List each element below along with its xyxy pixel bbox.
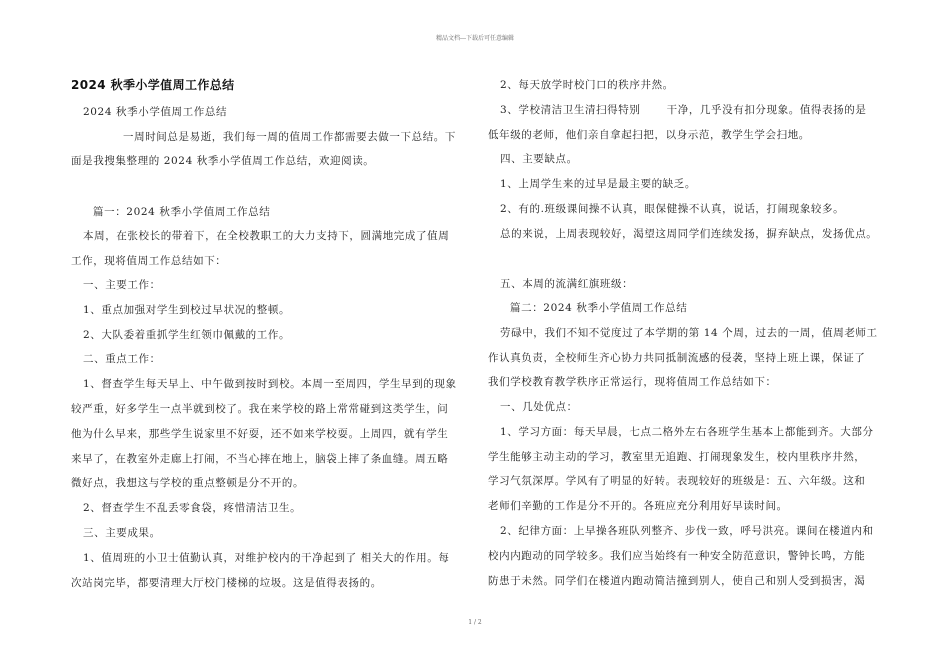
paragraph-line: 面是我搜集整理的 2024 秋季小学值周工作总结，欢迎阅读。	[71, 155, 375, 167]
paragraph-line: 1、学习方面：每天早晨，七点二格外左右各班学生基本上都能到齐。大部分	[500, 426, 874, 438]
paragraph-line: 较严重，好多学生一点半就到校了。我在来学校的路上常常碰到这类学生，问	[71, 403, 449, 415]
list-item: 2、大队委着重抓学生红领巾佩戴的工作。	[83, 329, 291, 341]
paragraph-line: 1、督查学生每天早上、中午做到按时到校。本周一至周四，学生早到的现象	[83, 378, 457, 390]
list-item: 2、督查学生不乱丢零食袋，疼惜清洁卫生。	[83, 502, 302, 514]
paragraph-line: 本周，在张校长的带着下，在全校教职工的大力支持下，圆满地完成了值周	[83, 230, 450, 242]
paragraph-line: 来早了，在教室外走廊上打闹，不当心摔在地上，脑袋上摔了条血缝。周五略	[71, 453, 449, 465]
paragraph-line: 微好点，我想这与学校的重点整顿是分不开的。	[71, 477, 305, 489]
paragraph-line: 总的来说，上周表现较好，渴望这周同学们连续发扬，摒弃缺点，发扬优点。	[500, 228, 878, 240]
list-heading: 五、本周的流满红旗班级：	[500, 278, 634, 290]
list-heading: 一、几处优点：	[500, 401, 578, 413]
paragraph-line: 我们学校教育教学秩序正常运行，现将值周工作总结如下：	[488, 376, 777, 388]
paragraph-line: 学习气氛深厚。学风有了明显的好转。表现较好的班级是：五、六年级。这和	[488, 475, 866, 487]
paragraph-line: 3、学校清洁卫生清扫得特别 干净，几乎没有扣分现象。值得表扬的是	[500, 104, 867, 116]
paragraph-line: 学生能够主动主动的学习，教室里无追跑、打闹现象发生，校内里秩序井然，	[488, 451, 866, 463]
list-heading: 二、重点工作：	[83, 353, 161, 365]
paragraph-line: 校内内跑动的同学较多。我们应当始终有一种安全防范意识，警钟长鸣，方能	[488, 550, 866, 562]
list-heading: 一、主要工作：	[83, 279, 161, 291]
list-item: 2、有的.班级课间操不认真，眼保健操不认真，说话，打闹现象较多。	[500, 203, 845, 215]
list-heading: 四、主要缺点。	[500, 153, 578, 165]
paragraph-line: 老师们辛勤的工作是分不开的。各班应充分利用好早读时间。	[488, 500, 788, 512]
page-header: 精品文档---下载后可任意编辑	[435, 35, 515, 42]
paragraph-line: 次站岗完毕，都要清理大厅校门楼梯的垃圾。这是值得表扬的。	[71, 577, 382, 589]
paragraph-line: 2、纪律方面：上早操各班队列整齐、步伐一致，呼号洪亮。课间在楼道内和	[500, 525, 874, 537]
section-heading: 篇一：2024 秋季小学值周工作总结	[93, 206, 271, 218]
page-number: 1 / 2	[468, 619, 482, 626]
paragraph-line: 工作，现将值周工作总结如下：	[71, 255, 227, 267]
paragraph-line: 低年级的老师，他们亲自拿起扫把，以身示范，教学生学会扫地。	[488, 129, 810, 141]
list-heading: 三、主要成果。	[83, 527, 161, 539]
list-item: 1、重点加强对学生到校过早状况的整顿。	[83, 304, 291, 316]
paragraph-line: 一周时间总是易逝，我们每一周的值周工作都需要去做一下总结。下	[123, 131, 456, 143]
document-title: 2024 秋季小学值周工作总结	[71, 78, 235, 92]
paragraph-line: 作认真负责，全校师生齐心协力共同抵制流感的侵袭，坚持上班上课，保证了	[488, 352, 866, 364]
subtitle-line: 2024 秋季小学值周工作总结	[83, 106, 228, 118]
list-item: 2、每天放学时校门口的秩序井然。	[500, 79, 674, 91]
paragraph-line: 劳碌中，我们不知不觉度过了本学期的第 14 个周，过去的一周，值周老师工	[500, 327, 878, 339]
paragraph-line: 他为什么早来，那些学生说家里不好耍，还不如来学校耍。上周四，就有学生	[71, 428, 449, 440]
paragraph-line: 防患于未然。同学们在楼道内跑动简洁撞到别人，使自己和别人受到损害，渴	[488, 575, 866, 587]
list-item: 1、上周学生来的过早是最主要的缺乏。	[500, 178, 696, 190]
paragraph-line: 1、值周班的小卫士值勤认真，对维护校内的干净起到了 相关大的作用。每	[83, 552, 450, 564]
section-heading: 篇二：2024 秋季小学值周工作总结	[510, 302, 688, 314]
